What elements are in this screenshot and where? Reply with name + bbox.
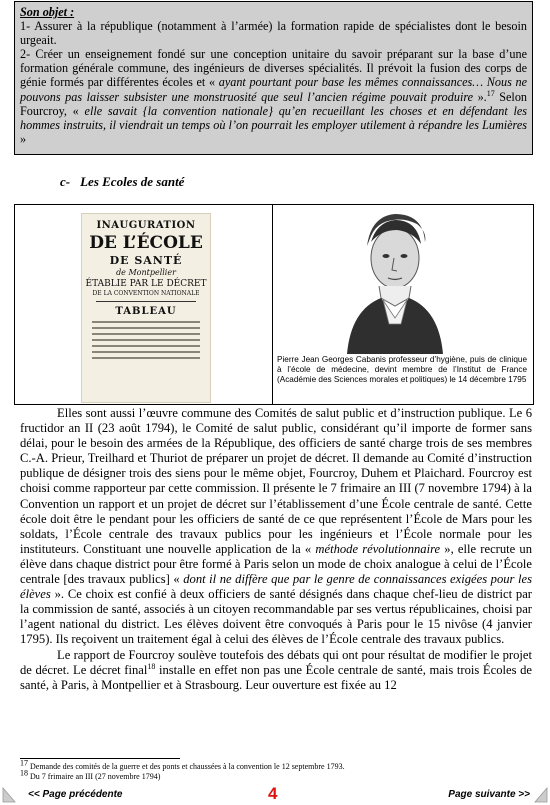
poster-rule xyxy=(96,301,196,302)
previous-page-link[interactable]: << Page précédente xyxy=(28,789,123,800)
footnote-divider xyxy=(20,758,180,759)
page-number: 4 xyxy=(268,784,278,803)
footnote-ref-17[interactable]: 17 xyxy=(486,88,495,98)
figure-divider xyxy=(272,205,273,404)
poster-line: DE L’ÉCOLE xyxy=(89,233,203,253)
portrait-caption: Pierre Jean Georges Cabanis professeur d’hygiène, puis de clinique à l’école de médecine, devint membre de l’Institut de France (Académie des Sciences morales et politiques) le 14 décembre 1795 xyxy=(277,355,527,384)
objective-point-1: 1- Assurer à la république (notamment à l’armée) la formation rapide de spécialistes dont le besoin urgeait. xyxy=(20,19,527,48)
page-navigation xyxy=(0,785,550,805)
fourcroy-quote: elle savait {la convention nationale} qu’en recueillant les choses et en défendant les hommes instruits, il viendrait un temps où l’on pourrait les employer utilement à répandre les Lumières xyxy=(20,103,527,132)
page-corner-right-icon xyxy=(534,787,548,803)
poster-line: INAUGURATION xyxy=(96,220,196,231)
objective-box xyxy=(14,1,533,155)
poster-line: DE LA CONVENTION NATIONALE xyxy=(92,290,200,297)
cabanis-portrait-image xyxy=(331,206,457,354)
footnote-ref-18[interactable]: 18 xyxy=(147,661,156,671)
section-number: c- xyxy=(60,174,71,189)
body-paragraph-2: Le rapport de Fourcroy soulève toutefois des débats qui ont pour résultat de modifier le projet de décret. Le décret final$^{18}$ installe en effet non pas une École centrale de santé, mais trois Écoles de santé, à Paris, à Montpellier et à Strasbourg. Leur ouverture est fixée au 12 xyxy=(20,647,532,692)
figure-table xyxy=(14,204,534,405)
page-corner-left-icon xyxy=(2,787,16,803)
objective-title: Son objet : xyxy=(20,5,75,19)
next-page-link[interactable]: Page suivante >> xyxy=(448,789,530,800)
footnote-18: $^{18}$ Du 7 frimaire an III (27 novembre 1794) xyxy=(20,768,161,781)
objective-point-2: 2- Créer un enseignement fondé sur une conception unitaire du savoir préparant sur la base d’une formation générale commune, des ingénieurs de diverses spécialités. Il prévoit la fusion des corps de génie formés par différentes écoles et « ayant pourtant pour base les mêmes connaissances… Nous ne pouvons pas laisser subsister une monstruosité que seul l’ancien régime pouvait produire ».$^{17}$ Selon Fourcroy, « elle savait {la convention nationale} qu’en recueillant les choses et en défendant les hommes instruits, il viendrait un temps où l’on pourrait les employer utilement à répandre les Lumières » xyxy=(20,47,528,146)
footnotes xyxy=(20,758,530,782)
footnote-17: $^{17}$ Demande des comités de la guerre et des ponts et chaussées à la convention le 12 septembre 1793. xyxy=(20,758,345,771)
poster-line: TABLEAU xyxy=(115,306,177,317)
body-paragraph-1: Elles sont aussi l’œuvre commune des Comités de salut public et d’instruction publique. Le 6 fructidor an II (23 août 1794), le Comité de salut public, considérant qu’il importe de former sans délai, pour le besoin des armées de la République, des officiers de santé charge trois de ses membres C.-A. Prieur, Treilhard et Thuriot de préparer un projet de décret. Il demande au Comité d’instruction publique de désigner trois des siens pour le même objet, Fourcroy, Duhem et Plaichard. Fourcroy est choisi comme rapporteur par cette commission. Il présente le 7 frimaire an III (7 novembre 1794) à la Convention un rapport et un projet de décret sur l’établissement d’une École centrale de santé. Cette école doit être le pendant pour les officiers de santé de ce que représentent l’École de Mars pour les soldats, l’École centrale des travaux publics pour les ingénieurs et l’École normale pour les instituteurs. Constituant une nouvelle application de la « méthode révolutionnaire », elle recrute un élève dans chaque district pour être formé à Paris selon un mode de choix analogue à celui de l’École centrale [des travaux publics] « dont il ne diffère que par le genre de connaissances exigées pour les élèves ». Ce choix est confié à deux officiers de santé désignés dans chaque chef-lieu de district par la commission de santé, associés à un citoyen recommandable par ses vertus républicaines, choisi par l’agent national du district. Les élèves doivent être convoqués à Paris pour le 15 nivôse (4 janvier 1795). Ils reçoivent un traitement égal à celui des élèves de l’École centrale des travaux publics. xyxy=(20,406,533,647)
body-text xyxy=(20,406,532,693)
section-title: Les Ecoles de santé xyxy=(80,174,185,189)
poster-line: ÉTABLIE PAR LE DÉCRET xyxy=(85,279,207,289)
section-heading xyxy=(60,174,184,190)
poster-line: de Montpellier xyxy=(116,268,176,277)
quote-italic: ayant pourtant pour base les mêmes connaissances… Nous ne pouvons pas laisser subsister une monstruosité que seul l’ancien régime pouvait produire xyxy=(20,75,528,104)
poster-text-lines xyxy=(92,321,200,359)
poster-line: DE SANTÉ xyxy=(109,254,183,267)
inauguration-poster-image xyxy=(81,213,211,403)
